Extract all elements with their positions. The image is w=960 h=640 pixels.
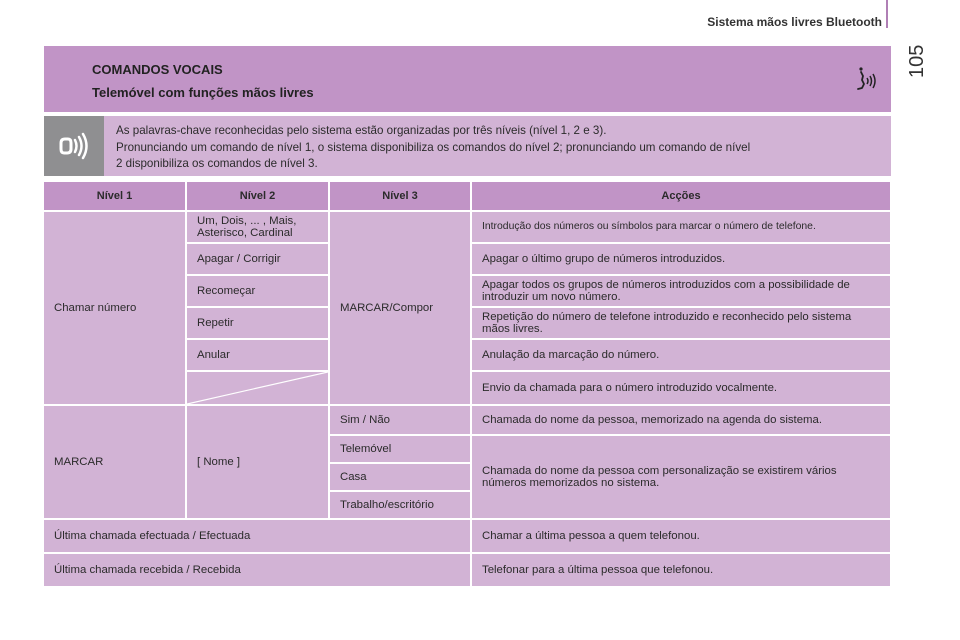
voice-command-icon — [855, 64, 877, 94]
cell-level1-chamar-numero: Chamar número — [44, 212, 187, 406]
cell-action: Anulação da marcação do número. — [472, 340, 892, 372]
cell-level2: Anular — [187, 340, 330, 372]
cell-level2-nome: [ Nome ] — [187, 406, 330, 520]
header-divider — [886, 0, 888, 28]
section-title: COMANDOS VOCAIS — [92, 62, 223, 77]
cell-level3: Sim / Não — [330, 406, 472, 436]
cell-command: Última chamada efectuada / Efectuada — [44, 520, 472, 554]
info-line-2: Pronunciando um comando de nível 1, o sistema disponibiliza os comandos do nível 2; pronunciando um comando de nível — [116, 140, 751, 154]
cell-action-shared: Chamada do nome da pessoa com personalização se existirem vários números memorizados no sistema. — [472, 436, 892, 520]
info-text — [104, 116, 891, 176]
cell-action: Chamada do nome da pessoa, memorizado na agenda do sistema. — [472, 406, 892, 436]
title-box — [44, 46, 891, 112]
cell-action: Envio da chamada para o número introduzido vocalmente. — [472, 372, 892, 406]
cell-level2: Apagar / Corrigir — [187, 244, 330, 276]
header-level-1: Nível 1 — [44, 182, 187, 212]
cell-level2-empty — [187, 372, 330, 406]
cell-command: Última chamada recebida / Recebida — [44, 554, 472, 588]
page-number-container — [906, 42, 930, 82]
info-row — [44, 116, 891, 176]
info-line-3: 2 disponibiliza os comandos de nível 3. — [116, 157, 318, 170]
header-level-2: Nível 2 — [187, 182, 330, 212]
header-actions: Acções — [472, 182, 892, 212]
table-row — [44, 212, 892, 244]
cell-action: Introdução dos números ou símbolos para marcar o número de telefone. — [472, 212, 892, 244]
table-header-row — [44, 182, 892, 212]
voice-commands-table — [44, 182, 892, 588]
cell-level2: Repetir — [187, 308, 330, 340]
header-section-title: Sistema mãos livres Bluetooth — [707, 15, 882, 29]
info-icon-box — [44, 116, 104, 176]
page-number: 105 — [906, 44, 928, 78]
info-line-1: As palavras-chave reconhecidas pelo sistema estão organizadas por três níveis (nível 1, 2 e 3). — [116, 124, 607, 137]
section-subtitle: Telemóvel com funções mãos livres — [92, 85, 314, 100]
empty-cell-diagonal — [187, 372, 328, 404]
table-row — [44, 554, 892, 588]
cell-action: Repetição do número de telefone introduzido e reconhecido pelo sistema mãos livres. — [472, 308, 892, 340]
cell-action: Apagar todos os grupos de números introduzidos com a possibilidade de introduzir um novo número. — [472, 276, 892, 308]
table-row — [44, 520, 892, 554]
header-level-3: Nível 3 — [330, 182, 472, 212]
cell-level1-marcar: MARCAR — [44, 406, 187, 520]
cell-level2: Recomeçar — [187, 276, 330, 308]
cell-level3: Telemóvel — [330, 436, 472, 464]
cell-level3-marcar-compor: MARCAR/Compor — [330, 212, 472, 406]
cell-action: Telefonar para a última pessoa que telefonou. — [472, 554, 892, 588]
table-row — [44, 406, 892, 436]
cell-level2: Um, Dois, ... , Mais, Asterisco, Cardinal — [187, 212, 330, 244]
cell-action: Chamar a última pessoa a quem telefonou. — [472, 520, 892, 554]
speaker-voice-icon — [44, 116, 104, 176]
cell-action: Apagar o último grupo de números introduzidos. — [472, 244, 892, 276]
cell-level3: Casa — [330, 464, 472, 492]
cell-level3: Trabalho/escritório — [330, 492, 472, 520]
